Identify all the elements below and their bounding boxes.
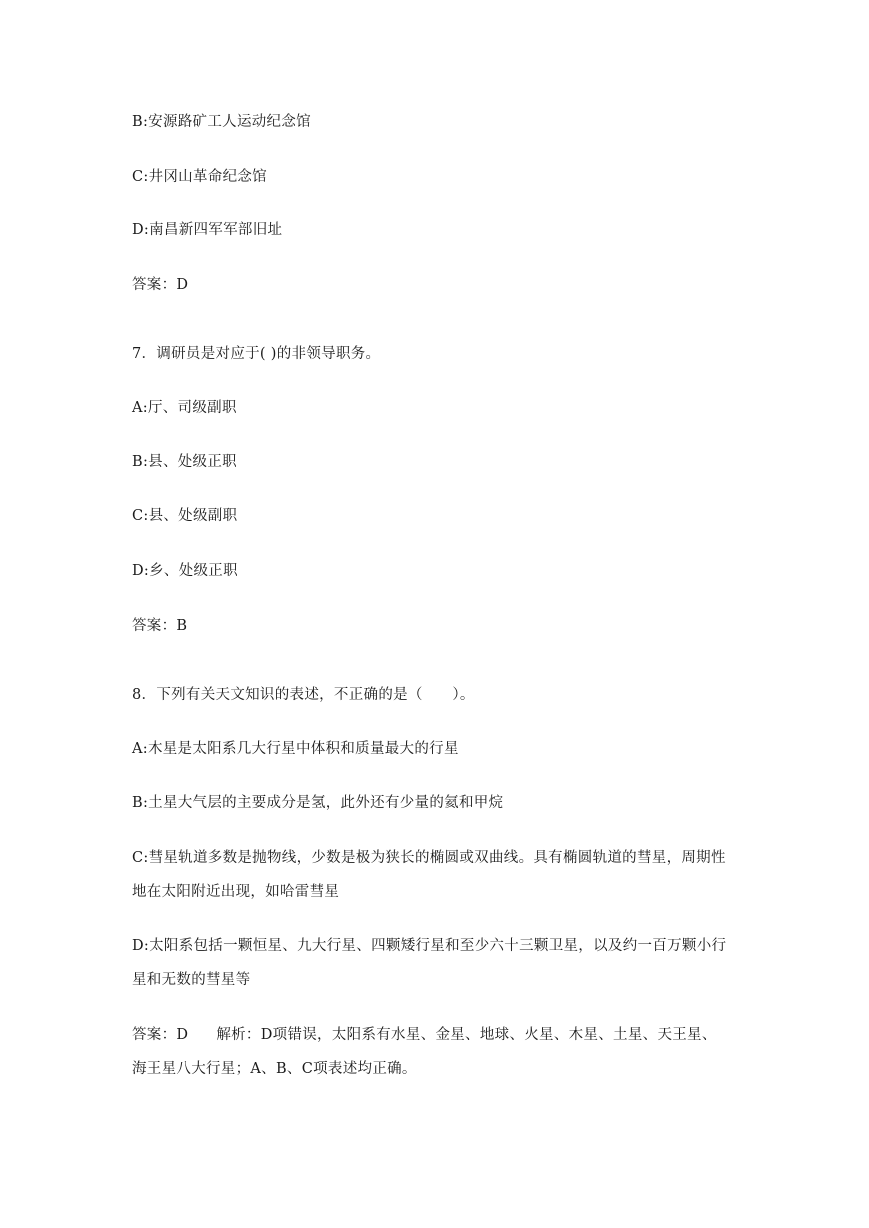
q8-option-a: A:木星是太阳系几大行星中体积和质量最大的行星 — [132, 741, 459, 757]
q7-question: 7．调研员是对应于( )的非领导职务。 — [132, 346, 381, 362]
q8-option-c-line2: 地在太阳附近出现，如哈雷彗星 — [132, 884, 340, 900]
q6-option-b: B:安源路矿工人运动纪念馆 — [132, 114, 311, 130]
q8-analysis-line2: 海王星八大行星；A、B、C项表述均正确。 — [132, 1061, 417, 1077]
q8-answer: 答案：D — [132, 1027, 189, 1043]
q8-question: 8．下列有关天文知识的表述，不正确的是（ ）。 — [132, 687, 475, 703]
q7-option-c: C:县、处级副职 — [132, 508, 238, 524]
q8-option-b: B:土星大气层的主要成分是氢，此外还有少量的氦和甲烷 — [132, 795, 504, 811]
q8-answer-row — [132, 1021, 742, 1049]
q8-analysis-line1: 解析：D项错误，太阳系有水星、金星、地球、火星、木星、土星、天王星、 — [216, 1027, 717, 1043]
q6-option-c: C:井冈山革命纪念馆 — [132, 169, 267, 185]
q8-option-c-line1: C:彗星轨道多数是抛物线，少数是极为狭长的椭圆或双曲线。具有椭圆轨道的彗星，周期性 — [132, 850, 726, 866]
q7-option-a: A:厅、司级副职 — [132, 400, 237, 416]
q7-option-b: B:县、处级正职 — [132, 454, 237, 470]
q6-answer: 答案：D — [132, 277, 189, 293]
q7-answer: 答案：B — [132, 618, 188, 634]
q8-option-d-line2: 星和无数的彗星等 — [132, 972, 251, 988]
q6-option-d: D:南昌新四军军部旧址 — [132, 222, 283, 238]
q7-option-d: D:乡、处级正职 — [132, 563, 238, 579]
q8-option-d-line1: D:太阳系包括一颗恒星、九大行星、四颗矮行星和至少六十三颗卫星，以及约一百万颗小行 — [132, 938, 727, 954]
